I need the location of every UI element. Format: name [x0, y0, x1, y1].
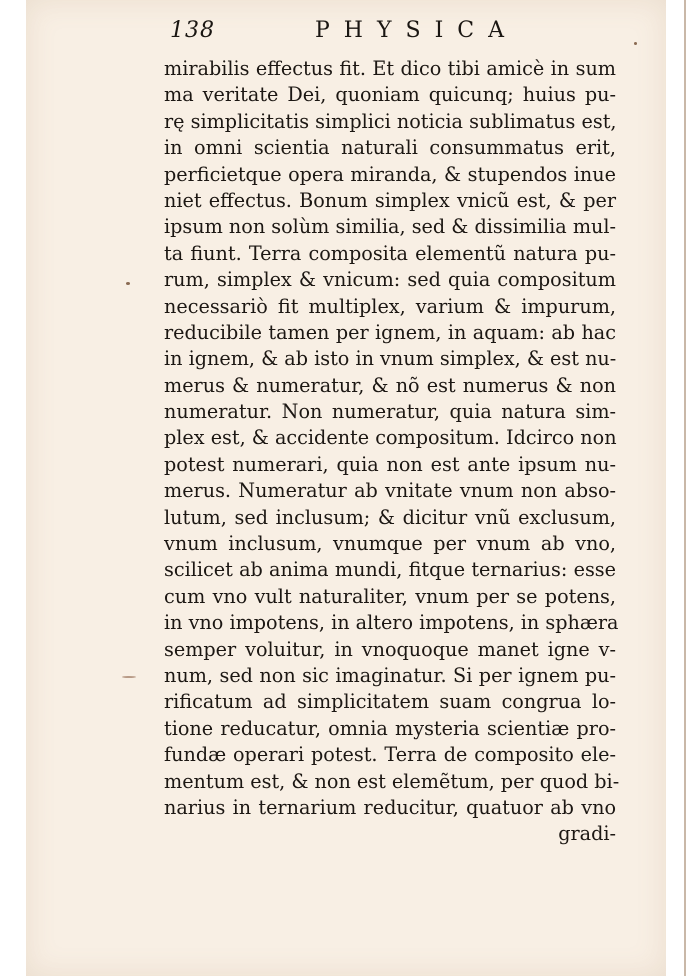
text-line: in vno impotens, in altero impotens, in sphæra — [164, 611, 619, 635]
text-line: potest numerari, quia non est ante ipsum nu- — [164, 452, 616, 476]
ink-spot — [126, 282, 130, 285]
page-header — [170, 18, 630, 52]
text-line: plex est, & accidente compositum. Idcirco non — [164, 426, 617, 450]
text-line: cum vno vult naturaliter, vnum per se potens, — [164, 584, 616, 608]
text-line: semper voluitur, in vnoquoque manet igne v- — [164, 637, 616, 661]
text-line: ta fiunt. Terra composita elementũ natura pu- — [164, 241, 616, 265]
text-line: rę simplicitatis simplici noticia sublimatus est, — [164, 109, 617, 133]
text-line: tione reducatur, omnia mysteria scientiæ pro- — [164, 716, 616, 740]
catchword: gradi- — [558, 822, 616, 846]
text-line: reducibile tamen per ignem, in aquam: ab hac — [164, 320, 616, 344]
text-line: mirabilis effectus fit. Et dico tibi amicè in sum — [164, 57, 616, 80]
text-line: narius in ternarium reducitur, quatuor ab vno — [164, 795, 616, 819]
text-line: ma veritate Dei, quoniam quicunq; huius pu- — [164, 83, 616, 107]
running-head: PHYSICA — [315, 18, 518, 43]
page-number: 138 — [170, 18, 215, 43]
text-line: in ignem, & ab isto in vnum simplex, & est nu- — [164, 347, 617, 371]
text-line: niet effectus. Bonum simplex vnicũ est, & per — [164, 188, 616, 212]
text-line: rum, simplex & vnicum: sed quia compositum — [164, 268, 616, 292]
text-line: vnum inclusum, vnumque per vnum ab vno, — [164, 532, 616, 556]
body-text — [164, 56, 620, 848]
text-line: fundæ operari potest. Terra de composito ele- — [164, 743, 616, 767]
page-edge-divider — [684, 0, 686, 976]
text-line: scilicet ab anima mundi, fitque ternarius: esse — [164, 558, 616, 582]
text-line: necessariò fit multiplex, varium & impurum, — [164, 294, 616, 318]
ink-spot — [634, 42, 637, 45]
ink-spot — [122, 676, 136, 678]
text-line: numeratur. Non numeratur, quia natura sim- — [164, 400, 616, 424]
text-line: lutum, sed inclusum; & dicitur vnũ exclusum, — [164, 505, 616, 529]
text-line: perficietque opera miranda, & stupendos inue — [164, 162, 616, 186]
text-line: in omni scientia naturali consummatus erit, — [164, 136, 616, 160]
text-line: merus. Numeratur ab vnitate vnum non abso- — [164, 479, 616, 503]
text-line: ipsum non solùm similia, sed & dissimilia mul- — [164, 215, 617, 239]
text-line: rificatum ad simplicitatem suam congrua lo- — [164, 690, 616, 714]
text-line: mentum est, & non est elemẽtum, per quod bi- — [164, 769, 620, 793]
text-line: merus & numeratur, & nõ est numerus & non — [164, 373, 616, 397]
text-line: num, sed non sic imaginatur. Si per ignem pu- — [164, 663, 616, 687]
